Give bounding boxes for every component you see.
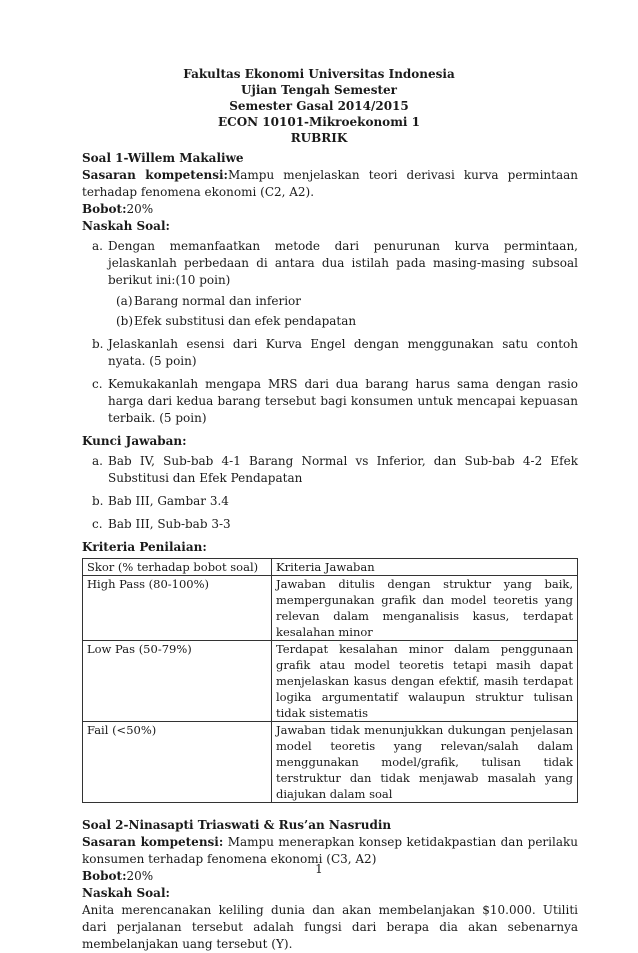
- soal1-answer-list: [82, 453, 578, 533]
- rubric-skor-cell: High Pass (80-100%): [83, 576, 272, 641]
- subitem-a: [108, 293, 578, 310]
- rubric-row: [83, 722, 578, 803]
- subitem-b: [108, 313, 578, 330]
- rubric-header-kriteria: Kriteria Jawaban: [272, 559, 578, 576]
- soal2-sasaran-label: Sasaran kompetensi:: [82, 835, 224, 849]
- question-item-c: [82, 376, 578, 427]
- rubric-skor-cell: Fail (<50%): [83, 722, 272, 803]
- rubric-row: [83, 641, 578, 722]
- question-item-a: [82, 238, 578, 330]
- soal2-naskah-label: Naskah Soal:: [82, 886, 170, 900]
- header-rubrik: RUBRIK: [290, 131, 348, 145]
- rubric-skor-cell: Low Pas (50-79%): [83, 641, 272, 722]
- rubric-header-row: [83, 559, 578, 576]
- soal1-sasaran-label: Sasaran kompetensi:: [82, 168, 228, 182]
- header-faculty: Fakultas Ekonomi Universitas Indonesia: [183, 67, 455, 81]
- subitem-text: Efek substitusi dan efek pendapatan: [134, 314, 357, 328]
- answer-text: Bab III, Gambar 3.4: [108, 494, 229, 508]
- question-text: Dengan memanfaatkan metode dari penurunan kurva permintaan, jelaskanlah perbedaan di antara dua istilah pada masing-masing subsoal berikut ini:(10 poin): [108, 239, 578, 287]
- soal2-sasaran-text: Mampu menerapkan konsep ketidakpastian dan perilaku konsumen terhadap fenomena ekonomi (C3, A2): [82, 835, 578, 866]
- question-label: b.: [92, 337, 104, 351]
- question-text: Kemukakanlah mengapa MRS dari dua barang harus sama dengan rasio harga dari kedua barang tersebut bagi konsumen untuk mencapai kepuasan terbaik. (5 poin): [108, 377, 578, 425]
- document-body: [82, 150, 578, 953]
- answer-item-a: [82, 453, 578, 487]
- answer-label: a.: [92, 454, 103, 468]
- rubric-kriteria-cell: Jawaban ditulis dengan struktur yang baik, mempergunakan grafik dan model teoretis yang relevan dalam menganalisis kasus, terdapat kesalahan minor: [272, 576, 578, 641]
- soal1-sasaran: [82, 167, 578, 201]
- header-course: ECON 10101-Mikroekonomi 1: [218, 115, 420, 129]
- rubric-kriteria-cell: Jawaban tidak menunjukkan dukungan penjelasan model teoretis yang relevan/salah dalam menggunakan model/grafik, tulisan tidak terstruktur dan tidak menjawab masalah yang diajukan dalam soal: [272, 722, 578, 803]
- rubric-row: [83, 576, 578, 641]
- soal1-bobot-value: 20%: [126, 202, 154, 216]
- answer-label: c.: [92, 517, 103, 531]
- rubric-header-skor: Skor (% terhadap bobot soal): [83, 559, 272, 576]
- soal1-sasaran-text: Mampu menjelaskan teori derivasi kurva permintaan terhadap fenomena ekonomi (C2, A2).: [82, 168, 578, 199]
- question-label: a.: [92, 239, 103, 253]
- document-header: [0, 66, 638, 146]
- question-text: Jelaskanlah esensi dari Kurva Engel dengan menggunakan satu contoh nyata. (5 poin): [108, 337, 578, 368]
- question-item-b: [82, 336, 578, 370]
- soal2-title: Soal 2-Ninasapti Triaswati & Rus’an Nasrudin: [82, 818, 392, 832]
- rubric-kriteria-cell: Terdapat kesalahan minor dalam penggunaan grafik atau model teoretis tetapi masih dapat menjelaskan kasus dengan efektif, masih terdapat logika argumentatif walaupun struktur tulisan tidak sistematis: [272, 641, 578, 722]
- section-spacer: [82, 803, 578, 817]
- soal1-kriteria-label: Kriteria Penilaian:: [82, 540, 207, 554]
- rubric-table: [82, 558, 578, 803]
- answer-item-c: [82, 516, 578, 533]
- header-semester: Semester Gasal 2014/2015: [229, 99, 409, 113]
- header-exam: Ujian Tengah Semester: [241, 83, 397, 97]
- soal1-bobot-label: Bobot:: [82, 202, 127, 216]
- soal2-naskah-text: Anita merencanakan keliling dunia dan akan membelanjakan $10.000. Utiliti dari perjalanan tersebut adalah fungsi dari berapa dia akan sebenarnya membelanjakan uang tersebut (Y).: [82, 903, 578, 951]
- answer-item-b: [82, 493, 578, 510]
- question-sublist: [108, 293, 578, 330]
- answer-label: b.: [92, 494, 104, 508]
- page-number: 1: [315, 862, 323, 876]
- subitem-text: Barang normal dan inferior: [134, 294, 301, 308]
- answer-text: Bab IV, Sub-bab 4-1 Barang Normal vs Inferior, dan Sub-bab 4-2 Efek Substitusi dan Efek Pendapatan: [108, 454, 578, 485]
- soal1-naskah-label: Naskah Soal:: [82, 219, 170, 233]
- answer-text: Bab III, Sub-bab 3-3: [108, 517, 231, 531]
- soal1-title: Soal 1-Willem Makaliwe: [82, 151, 244, 165]
- soal2-bobot-label: Bobot:: [82, 869, 127, 883]
- soal1-kunci-label: Kunci Jawaban:: [82, 434, 187, 448]
- soal1-bobot: [82, 201, 578, 218]
- soal1-question-list: [82, 238, 578, 427]
- subitem-label: (a): [116, 294, 133, 308]
- question-label: c.: [92, 377, 103, 391]
- soal2-bobot-value: 20%: [126, 869, 154, 883]
- subitem-label: (b): [116, 314, 134, 328]
